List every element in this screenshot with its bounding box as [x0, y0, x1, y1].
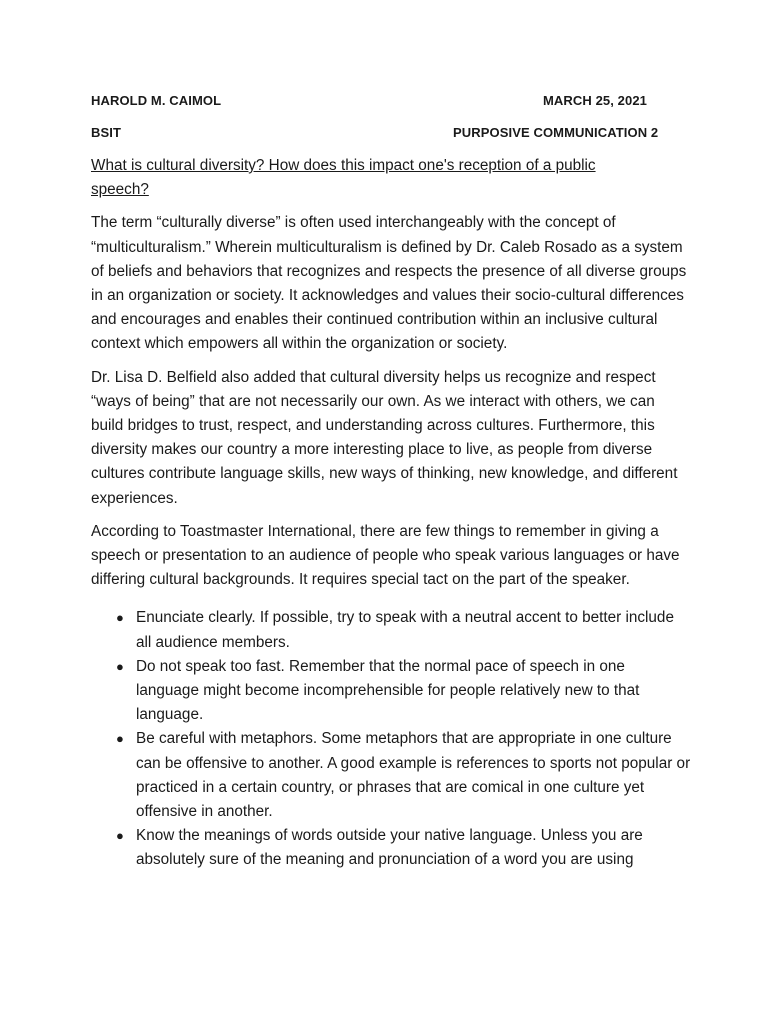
- document-body: [91, 154, 691, 873]
- paragraph-toastmasters: According to Toastmaster International, there are few things to remember in giving a speech or presentation to an audience of people who speak various languages or have differing cultural backgrounds. It requires special tact on the part of the speaker.: [91, 522, 680, 589]
- paragraph-multiculturalism: The term “culturally diverse” is often used interchangeably with the concept of “multiculturalism.” Wherein multiculturalism is defined by Dr. Caleb Rosado as a system of beliefs and behaviors that recognizes and respects the presence of all diverse groups in an organization or society. It acknowledges and values their socio-cultural differences and encourages and enables their continued contribution within an inclusive cultural context which empowers all within the organization or society.: [91, 214, 687, 353]
- list-item: [91, 824, 691, 872]
- bullet-icon: ●: [116, 731, 124, 747]
- list-item-text: Be careful with metaphors. Some metaphors that are appropriate in one culture can be offensive to another. A good example is references to sports not popular or practiced in a certain country, or phrases that are comical in one culture yet offensive in another.: [136, 730, 691, 821]
- subject-label: PURPOSIVE COMMUNICATION 2: [453, 125, 659, 140]
- list-item-text: Know the meanings of words outside your native language. Unless you are absolutely sure of the meaning and pronunciation of a word you are using: [136, 827, 643, 869]
- speech-tips-list: [91, 606, 691, 872]
- list-item: [91, 655, 691, 728]
- document-date: MARCH 25, 2021: [543, 93, 647, 108]
- bullet-icon: ●: [116, 828, 124, 844]
- course-label: BSIT: [91, 125, 122, 140]
- list-item-text: Do not speak too fast. Remember that the normal pace of speech in one language might become incomprehensible for people relatively new to that language.: [136, 657, 640, 724]
- question-heading: What is cultural diversity? How does this impact one's reception of a public speech?: [91, 157, 596, 199]
- bullet-icon: ●: [116, 658, 124, 674]
- list-item-text: Enunciate clearly. If possible, try to speak with a neutral accent to better include all audience members.: [136, 609, 674, 651]
- author-name: HAROLD M. CAIMOL: [91, 93, 222, 108]
- list-item: [91, 727, 691, 824]
- bullet-icon: ●: [116, 610, 124, 626]
- paragraph-belfield: Dr. Lisa D. Belfield also added that cultural diversity helps us recognize and respect “ways of being” that are not necessarily our own. As we interact with others, we can build bridges to trust, respect, and understanding across cultures. Furthermore, this diversity makes our country a more interesting place to live, as people from diverse cultures contribute language skills, new ways of thinking, new knowledge, and different experiences.: [91, 368, 678, 507]
- list-item: [91, 606, 691, 654]
